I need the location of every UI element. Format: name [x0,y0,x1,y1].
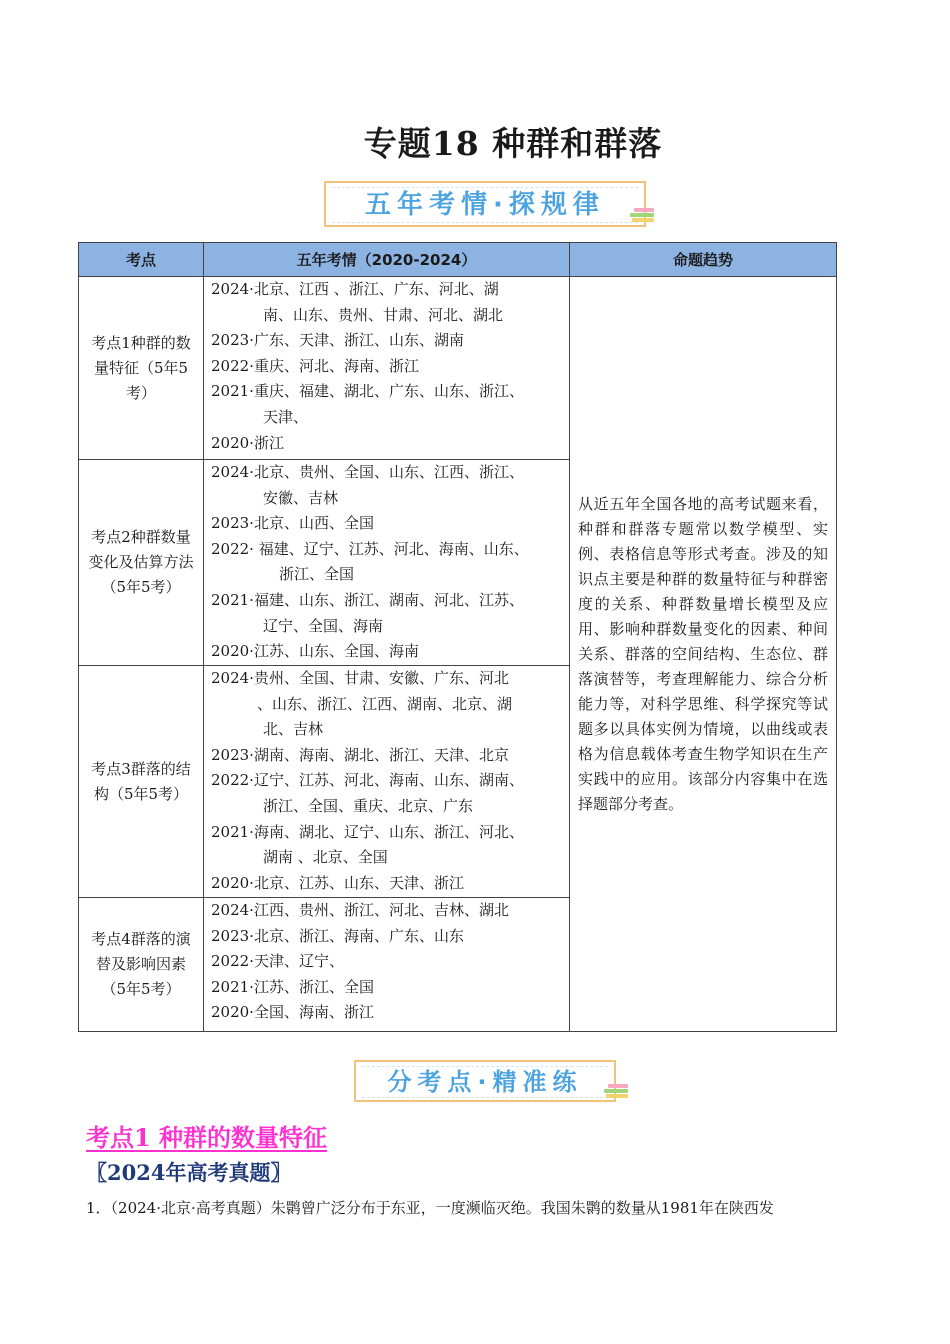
year-line: 2021·海南、湖北、辽宁、山东、浙江、河北、 [211,822,524,841]
years-cell [204,460,570,666]
year-line: 天津、 [263,407,309,426]
section-banner-practice [354,1060,616,1102]
topic-cell [79,460,204,666]
year-line: 安徽、吉林 [263,488,339,507]
table-row [79,277,837,460]
year-line: 2023·北京、浙江、海南、广东、山东 [211,926,464,945]
year-line: 2022·重庆、河北、海南、浙江 [211,356,419,375]
banner-label: 分考点·精准练 [362,1066,608,1098]
year-line: 2023·广东、天津、浙江、山东、湖南 [211,331,464,350]
years-cell [204,898,570,1032]
year-line: 2024·北京、贵州、全国、山东、江西、浙江、 [211,463,524,481]
topic-label: 考点3群落的结构（5年5考） [91,759,191,803]
year-line: 2024·北京、江西 、浙江、广东、河北、湖 [211,280,499,298]
year-line: 南、山东、贵州、甘肃、河北、湖北 [263,305,504,324]
topic-label: 考点1种群的数量特征（5年5考） [91,333,191,402]
year-line: 2024·江西、贵州、浙江、河北、吉林、湖北 [211,901,509,919]
year-line: 2023·北京、山西、全国 [211,514,374,533]
years-cell [204,277,570,460]
header-topic: 考点 [79,243,204,277]
year-line: 辽宁、全国、海南 [263,616,384,635]
topic-label: 考点2种群数量变化及估算方法（5年5考） [88,528,194,596]
banner-label: 五年考情·探规律 [332,187,638,223]
year-line: 2021·重庆、福建、湖北、广东、山东、浙江、 [211,382,524,401]
year-line: 2024·贵州、全国、甘肃、安徽、广东、河北 [211,669,509,687]
year-line: 2021·江苏、浙江、全国 [211,977,374,996]
year-line: 2020·北京、江苏、山东、天津、浙江 [211,873,464,892]
year-line: 、山东、浙江、江西、湖南、北京、湖 [257,694,513,713]
trend-cell: 从近五年全国各地的高考试题来看，种群和群落专题常以数学模型、实例、表格信息等形式考查。涉及的知识点主要是种群的数量特征与种群密度的关系、种群数量增长模型及应用、影响种群数量变化的因素、种间关系、群落的空间结构、生态位、群落演替等，考查理解能力、综合分析能力等，对科学思维、科学探究等试题多以具体实例为情境，以曲线或表格为信息载体考查生物学知识在生产实践中的应用。该部分内容集中在选择题部分考查。 [570,277,837,1032]
year-line: 北、吉林 [263,720,324,739]
year-line: 2020·全国、海南、浙江 [211,1003,374,1022]
year-line: 2022· 福建、辽宁、江苏、河北、海南、山东、 [211,539,529,558]
question-text: 1．（2024·北京·高考真题）朱鹮曾广泛分布于东亚，一度濒临灭绝。我国朱鹮的数量从1981年在陕西发 [86,1199,774,1217]
topic-label: 考点4群落的演替及影响因素（5年5考） [91,930,191,998]
topic-cell [79,277,204,460]
year-line: 2023·湖南、海南、湖北、浙江、天津、北京 [211,745,509,764]
sub-heading: 〖2024年高考真题〗 [86,1160,292,1185]
section-heading: 考点1 种群的数量特征 [86,1123,328,1152]
year-line: 2020·江苏、山东、全国、海南 [211,642,419,661]
section-banner-trends [324,181,646,227]
year-line: 2021·福建、山东、浙江、湖南、河北、江苏、 [211,590,524,609]
years-cell [204,666,570,898]
table-header-row [79,243,837,277]
header-trend: 命题趋势 [570,243,837,277]
books-icon [630,208,656,224]
topic-cell [79,666,204,898]
topic-cell [79,898,204,1032]
header-years: 五年考情（2020-2024） [204,243,570,277]
exam-overview-table [78,242,837,1032]
page-title: 专题18 种群和群落 [363,124,663,163]
year-line: 2022·天津、辽宁、 [211,952,344,971]
year-line: 浙江、全国 [279,565,355,584]
books-icon [604,1084,630,1100]
year-line: 湖南 、北京、全国 [263,848,388,867]
year-line: 2022·辽宁、江苏、河北、海南、山东、湖南、 [211,771,524,790]
year-line: 浙江、全国、重庆、北京、广东 [263,796,474,815]
year-line: 2020·浙江 [211,433,284,452]
